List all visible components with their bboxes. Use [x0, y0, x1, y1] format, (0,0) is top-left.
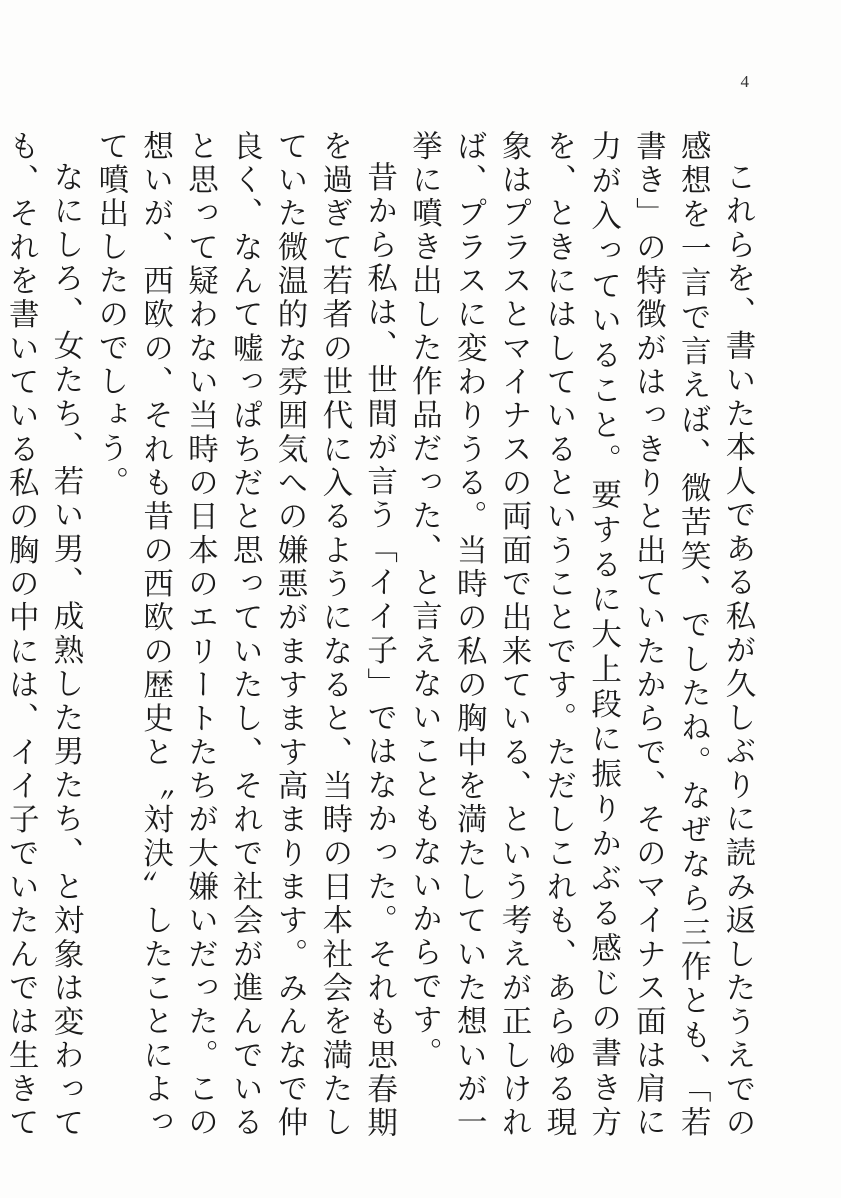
paragraph-2: 昔から私は、世間が言う「イイ子」ではなかった。それも思春期を過ぎて若者の世代に入るようになると、当時の日本社会を満たしていた微温的な雰囲気への嫌悪がますます高まります。みんなで仲良く、なんて嘘っぱちだと思っていたし、それで社会が進んでいると思って疑わない当時の日本のエリートたちが大嫌いだった。この想いが、西欧の、それも昔の西欧の歴史と〝対決〟したことによって噴出したのでしょう。	[92, 130, 397, 1140]
page-number: 4	[740, 72, 749, 91]
vertical-body-text	[0, 130, 759, 1140]
paragraph-1: これらを、書いた本人である私が久しぶりに読み返したうえでの感想を一言で言えば、微苦笑、でしたね。なぜなら三作とも、「若書き」の特徴がはっきりと出ていたからで、そのマイナス面は肩に力が入っていること。要するに大上段に振りかぶる感じの書き方を、ときにはしているということです。ただしこれも、あらゆる現象はプラスとマイナスの両面で出来ている、という考えが正しければ、プラスに変わりうる。当時の私の胸中を満たしていた想いが一挙に噴き出した作品だった、と言えないこともないからです。	[406, 130, 755, 1140]
paragraph-3: なにしろ、女たち、若い男、成熟した男たち、と対象は変わっても、それを書いている私の胸の中には、イイ子でいたんでは生きて	[3, 130, 84, 1140]
